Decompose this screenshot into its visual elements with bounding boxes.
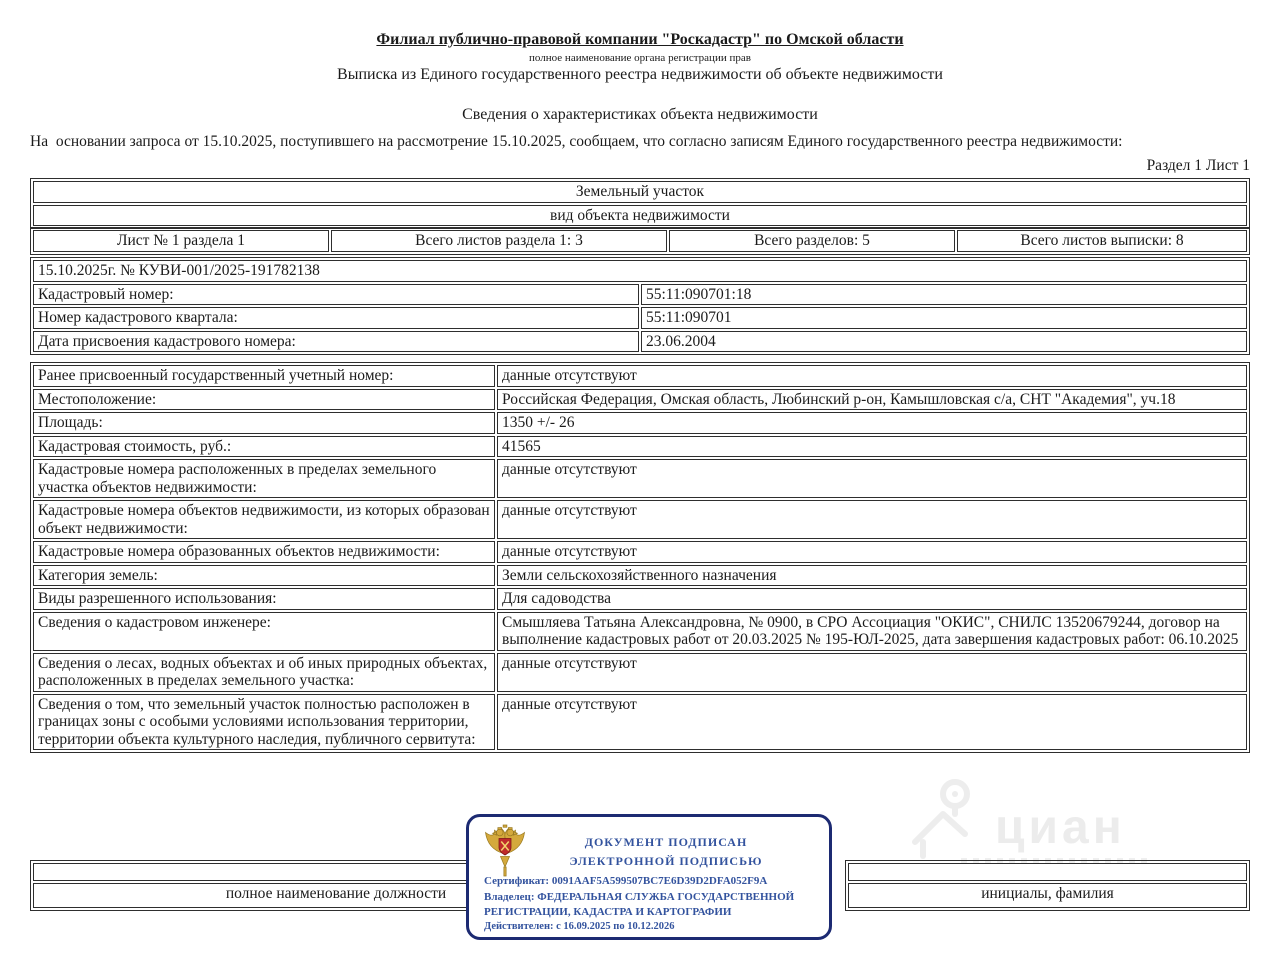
house-pin-icon bbox=[903, 772, 993, 862]
sheets-table bbox=[30, 227, 1250, 255]
doc-title: Выписка из Единого государственного реестра недвижимости об объекте недвижимости bbox=[337, 66, 943, 83]
details-row bbox=[33, 565, 1247, 587]
details-row bbox=[33, 588, 1247, 610]
table-row bbox=[848, 863, 1247, 881]
table-row bbox=[33, 284, 1247, 306]
signature-name-caption: инициалы, фамилия bbox=[848, 883, 1247, 908]
watermark-label: циан bbox=[995, 801, 1126, 854]
details-row bbox=[33, 653, 1247, 692]
table-row bbox=[33, 230, 1247, 252]
sheet-cell: Всего листов раздела 1: 3 bbox=[331, 230, 667, 252]
row-value: данные отсутствуют bbox=[497, 653, 1247, 692]
table-row bbox=[848, 883, 1247, 908]
row-value: Для садоводства bbox=[497, 588, 1247, 610]
coat-of-arms-icon bbox=[481, 823, 529, 881]
row-value: 1350 +/- 26 bbox=[497, 412, 1247, 434]
org-caption: полное наименование органа регистрации прав bbox=[529, 52, 751, 64]
stamp-title-line2: ЭЛЕКТРОННОЙ ПОДПИСЬЮ bbox=[569, 854, 763, 868]
row-value: Земли сельскохозяйственного назначения bbox=[497, 565, 1247, 587]
sheet-cell: Всего листов выписки: 8 bbox=[957, 230, 1247, 252]
row-value: данные отсутствуют bbox=[497, 694, 1247, 751]
table-row bbox=[33, 205, 1247, 227]
section-sheet-ref: Раздел 1 Лист 1 bbox=[1146, 157, 1250, 174]
signature-name-table bbox=[845, 860, 1250, 911]
request-date-number: 15.10.2025г. № КУВИ-001/2025-191782138 bbox=[33, 260, 1247, 282]
table-row bbox=[33, 181, 1247, 203]
request-table bbox=[30, 257, 1250, 355]
sheet-cell: Всего разделов: 5 bbox=[669, 230, 955, 252]
row-label: Кадастровые номера образованных объектов недвижимости: bbox=[33, 541, 495, 563]
row-label: Сведения о лесах, водных объектах и об иных природных объектах, расположенных в пределах земельного участка: bbox=[33, 653, 495, 692]
row-label: Сведения о том, что земельный участок полностью расположен в границах зоны с особыми условиями использования территории, территории объекта культурного наследия, публичного сервитута: bbox=[33, 694, 495, 751]
stamp-owner-line1: Владелец: ФЕДЕРАЛЬНАЯ СЛУЖБА ГОСУДАРСТВЕННОЙ bbox=[484, 891, 795, 903]
stamp-owner-line2: РЕГИСТРАЦИИ, КАДАСТРА И КАРТОГРАФИИ bbox=[484, 906, 732, 918]
row-label: Категория земель: bbox=[33, 565, 495, 587]
details-table bbox=[30, 362, 1250, 753]
table-row bbox=[33, 307, 1247, 329]
row-label: Номер кадастрового квартала: bbox=[33, 307, 639, 329]
details-row bbox=[33, 389, 1247, 411]
details-row bbox=[33, 412, 1247, 434]
row-label: Кадастровые номера объектов недвижимости, из которых образован объект недвижимости: bbox=[33, 500, 495, 539]
sheet-cell: Лист № 1 раздела 1 bbox=[33, 230, 329, 252]
details-row bbox=[33, 365, 1247, 387]
row-value: Российская Федерация, Омская область, Любинский р-он, Камышловская с/а, СНТ "Академия", уч.18 bbox=[497, 389, 1247, 411]
section-title: Сведения о характеристиках объекта недвижимости bbox=[462, 106, 818, 123]
row-value: данные отсутствуют bbox=[497, 500, 1247, 539]
signature-position-caption: полное наименование должности bbox=[33, 883, 639, 908]
details-row bbox=[33, 612, 1247, 651]
row-label: Местоположение: bbox=[33, 389, 495, 411]
row-value: данные отсутствуют bbox=[497, 459, 1247, 498]
row-label: Кадастровые номера расположенных в пределах земельного участка объектов недвижимости: bbox=[33, 459, 495, 498]
row-value: 23.06.2004 bbox=[641, 331, 1247, 353]
stamp-certificate: Сертификат: 0091AAF5A599507BC7E6D39D2DFA052F9A bbox=[484, 875, 768, 887]
digital-signature-stamp bbox=[466, 814, 832, 940]
row-label: Ранее присвоенный государственный учетный номер: bbox=[33, 365, 495, 387]
row-value: 55:11:090701 bbox=[641, 307, 1247, 329]
org-name: Филиал публично-правовой компании "Роскадастр" по Омской области bbox=[376, 31, 904, 48]
stamp-validity: Действителен: с 16.09.2025 по 10.12.2026 bbox=[484, 921, 675, 932]
row-value: данные отсутствуют bbox=[497, 541, 1247, 563]
row-value: 41565 bbox=[497, 436, 1247, 458]
row-value: 55:11:090701:18 bbox=[641, 284, 1247, 306]
table-row bbox=[33, 331, 1247, 353]
signature-name-field bbox=[848, 863, 1247, 881]
details-row bbox=[33, 436, 1247, 458]
row-label: Кадастровая стоимость, руб.: bbox=[33, 436, 495, 458]
object-type-caption: вид объекта недвижимости bbox=[33, 205, 1247, 227]
details-row bbox=[33, 694, 1247, 751]
object-type-value: Земельный участок bbox=[33, 181, 1247, 203]
row-label: Сведения о кадастровом инженере: bbox=[33, 612, 495, 651]
object-type-table bbox=[30, 178, 1250, 229]
row-value: данные отсутствуют bbox=[497, 365, 1247, 387]
row-label: Кадастровый номер: bbox=[33, 284, 639, 306]
details-row bbox=[33, 500, 1247, 539]
table-row bbox=[33, 260, 1247, 282]
row-label: Площадь: bbox=[33, 412, 495, 434]
cian-watermark bbox=[903, 772, 1203, 872]
row-label: Виды разрешенного использования: bbox=[33, 588, 495, 610]
details-row bbox=[33, 459, 1247, 498]
stamp-title-line1: ДОКУМЕНТ ПОДПИСАН bbox=[584, 835, 748, 849]
row-value: Смышляева Татьяна Александровна, № 0900, в СРО Ассоциация "ОКИС", СНИЛС 13520679244, договор на выполнение кадастровых работ от 20.03.2025 № 195-ЮЛ-2025, дата завершения кадастровых работ: 06.10.2025 bbox=[497, 612, 1247, 651]
row-label: Дата присвоения кадастрового номера: bbox=[33, 331, 639, 353]
request-line: На основании запроса от 15.10.2025, поступившего на рассмотрение 15.10.2025, сообщаем, что согласно записям Единого государственного реестра недвижимости: bbox=[30, 133, 1123, 150]
details-row bbox=[33, 541, 1247, 563]
